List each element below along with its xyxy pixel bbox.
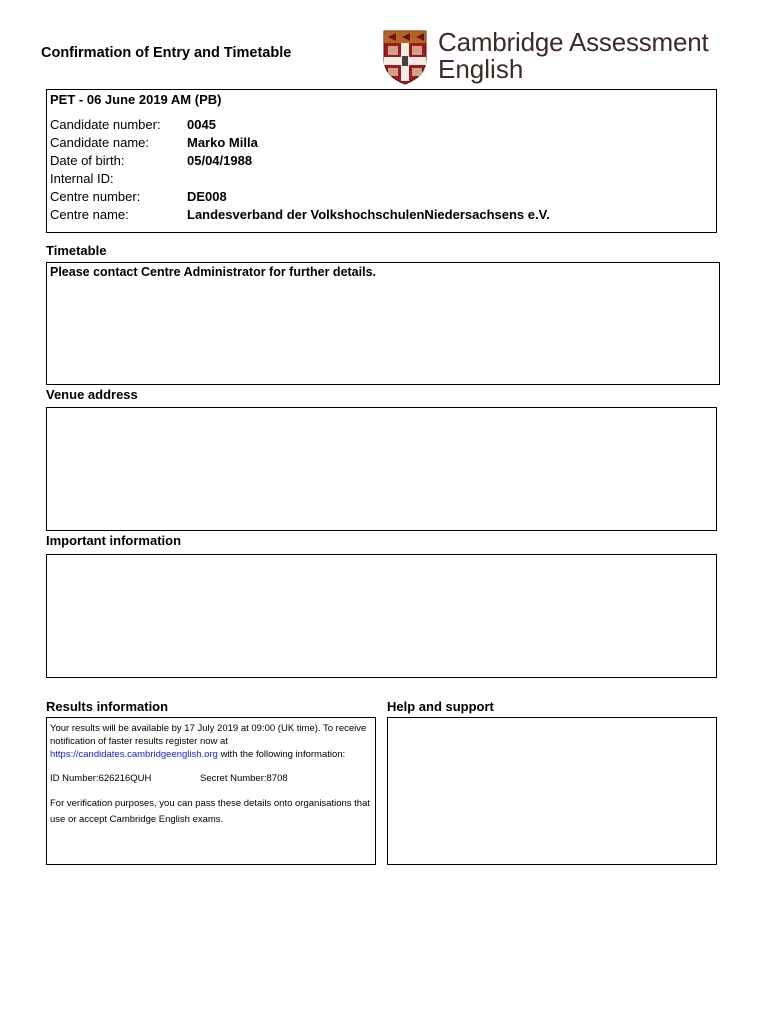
candidate-number-label: Candidate number: xyxy=(50,117,161,132)
results-line2: with the following information: xyxy=(220,749,346,760)
internal-id-label: Internal ID: xyxy=(50,171,114,186)
centre-name-value: Landesverband der VolkshochschulenNiedersachsens e.V. xyxy=(187,207,550,222)
logo-text-line2: English xyxy=(438,54,524,84)
logo-text-line1: Cambridge Assessment xyxy=(438,27,709,57)
candidates-link[interactable]: https://candidates.cambridgeenglish.org xyxy=(50,749,218,760)
date-of-birth-value: 05/04/1988 xyxy=(187,153,253,168)
centre-number-label: Centre number: xyxy=(50,189,141,204)
centre-name-label: Centre name: xyxy=(50,207,129,222)
important-heading: Important information xyxy=(46,533,182,548)
verification-text: For verification purposes, you can pass these details onto organisations that use or accept Cambridge English exams. xyxy=(50,798,371,825)
cambridge-shield-icon xyxy=(382,29,428,85)
centre-number-value: DE008 xyxy=(187,189,227,204)
exam-session: PET - 06 June 2019 AM (PB) xyxy=(50,92,222,107)
help-box xyxy=(387,717,717,865)
timetable-box xyxy=(46,262,720,385)
candidate-number-value: 0045 xyxy=(187,117,216,132)
timetable-text: Please contact Centre Administrator for further details. xyxy=(50,265,377,279)
candidate-name-label: Candidate name: xyxy=(50,135,150,150)
results-ids xyxy=(50,772,372,785)
date-of-birth-label: Date of birth: xyxy=(50,153,125,168)
results-paragraph xyxy=(50,722,372,761)
results-heading: Results information xyxy=(46,699,169,714)
id-number: ID Number:626216QUH xyxy=(50,773,152,784)
results-line1: Your results will be available by 17 July 2019 at 09:00 (UK time). To receive notification of faster results register now at xyxy=(50,723,367,747)
important-box xyxy=(46,554,717,678)
document-title: Confirmation of Entry and Timetable xyxy=(41,45,292,61)
venue-heading: Venue address xyxy=(46,387,138,402)
candidate-name-value: Marko Milla xyxy=(187,135,258,150)
timetable-heading: Timetable xyxy=(46,243,107,258)
venue-box xyxy=(46,407,717,531)
secret-number: Secret Number:8708 xyxy=(200,773,288,784)
candidate-details-box xyxy=(46,89,717,233)
results-box xyxy=(46,717,376,865)
help-heading: Help and support xyxy=(387,699,494,714)
results-text xyxy=(50,722,372,828)
cambridge-logo xyxy=(382,29,722,85)
